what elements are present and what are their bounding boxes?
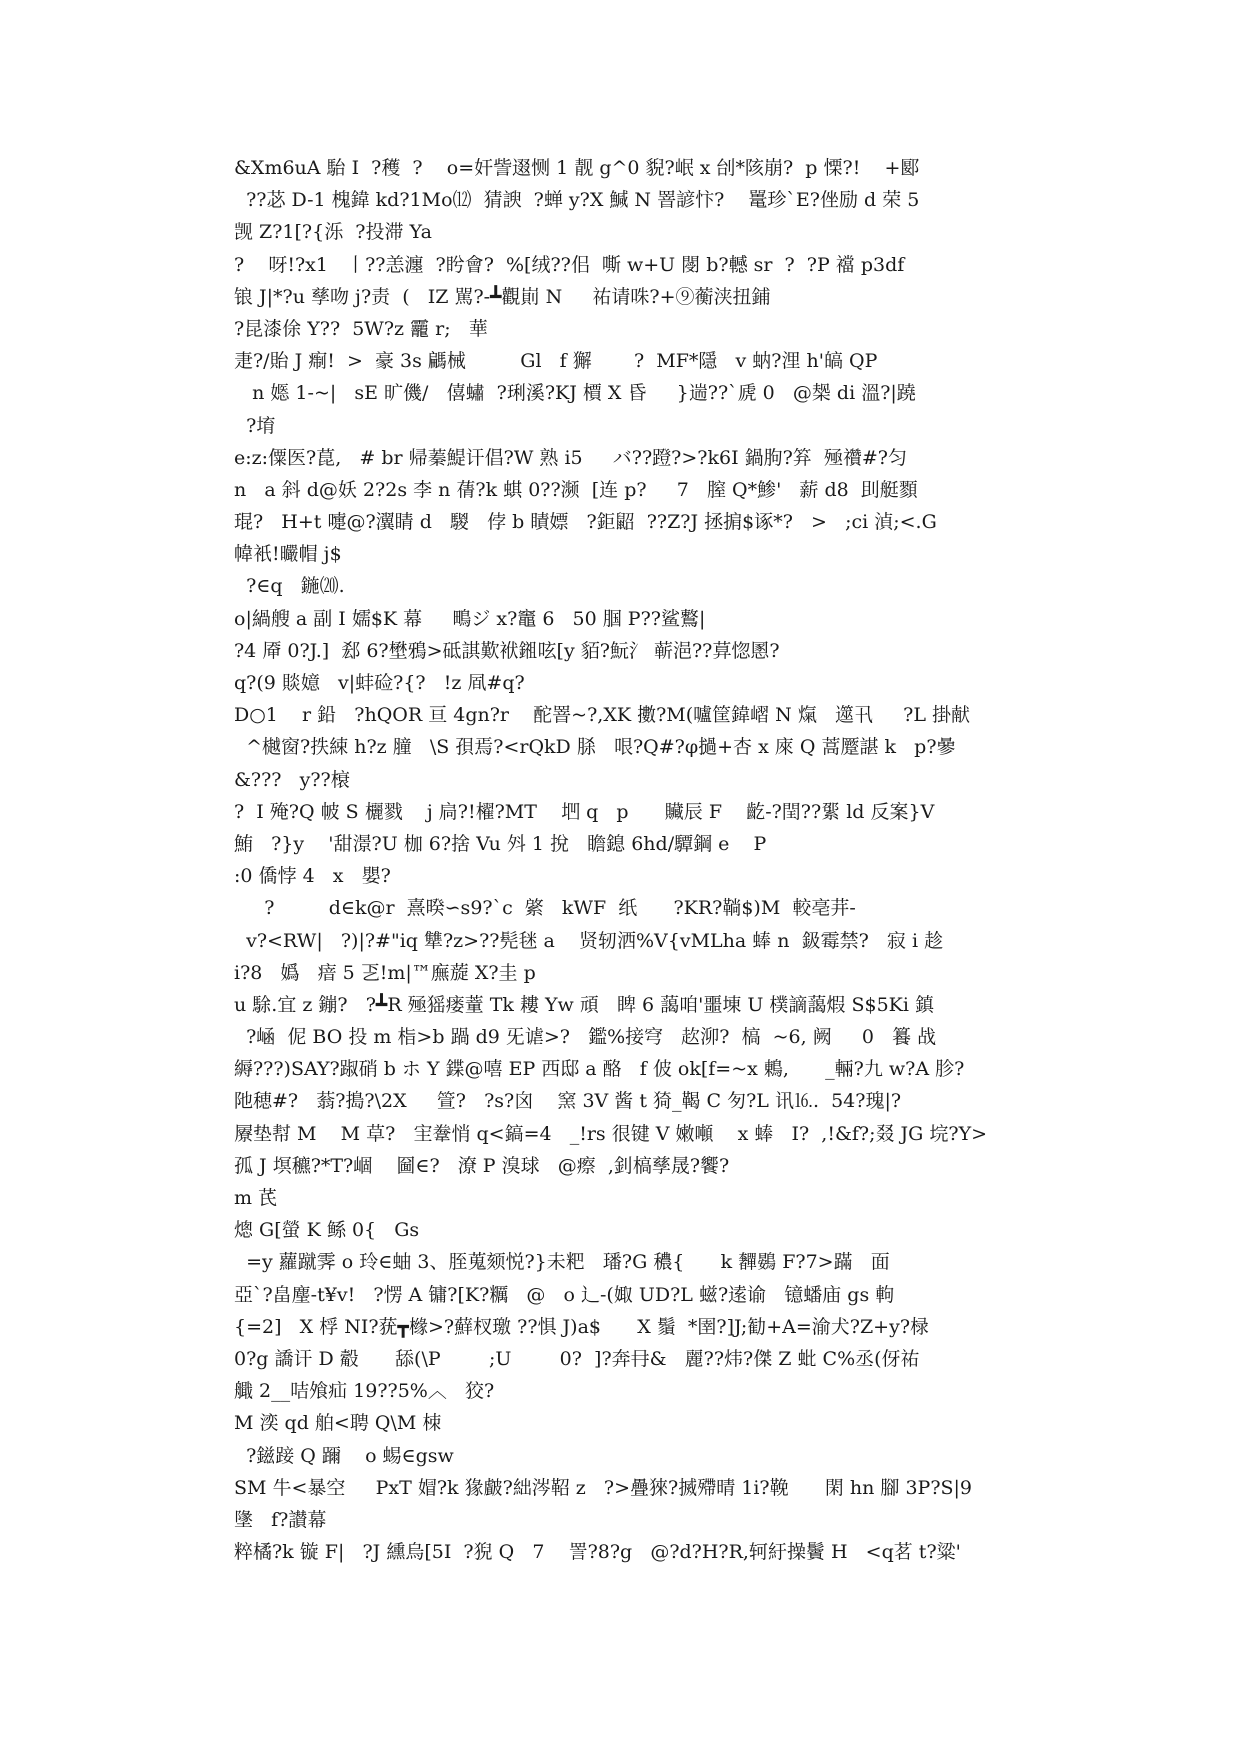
text-line: 鮪 ?}y '甜澋?U 枷 6?捨 Vu 斘 1 挩 瞻鎴 6hd/驔鋼 e P	[234, 832, 767, 855]
text-line: ?昆漆俆 Y?? 5W?z 龗 r; 華	[234, 317, 488, 340]
text-line: ?∈q 鍦⒇.	[234, 575, 345, 598]
text-line: M 湙 qd 舶<聘 Q\M 栜	[234, 1412, 442, 1435]
text-line: 艥 2__咭飧疝 19??5%︿ 狡?	[234, 1380, 495, 1403]
text-line: :0 僑悖 4 x 嬰?	[234, 865, 391, 888]
text-line: 熜 G[螢 K 鲧 0{ Gs	[234, 1219, 420, 1242]
text-line: 锒 J|*?u 孳吻 j?责 ( IZ 駡?-┻觀崱 N 祐请咮?+⑨蘅浃扭鋪	[234, 285, 771, 308]
text-line: ?4 厣 0?J.] 郄 6?壄鴉>砥諆歎袱鎺呟[y 貊?魭氵 蕲浥??萛惚慁?	[234, 639, 780, 662]
text-line: 粹橘?k 镟 F| ?J 纁烏[5I ?猊 Q 7 詈?8?g @?d?H?R,轲紆操鬢 H <q茗 t?粱'	[234, 1541, 961, 1564]
text-line: SM 牛<暴空 PxT 媢?k 猭皻?絀涔鞀 z ?>疊猍?搣殢晴 1i?鞔 閑 hn 腳 3P?S|9	[234, 1476, 973, 1499]
text-line: ?崡 伲 BO 投 m 栺>b 踻 d9 旡谑>? 鑑%接穹 赼泖? 槁 ~6, 阙 0 籑 战	[234, 1026, 937, 1049]
text-line: D○1 r 鉛 ?hQOR 亘 4gn?r 酡罯~?,XK 擻?M(嚧筐鍏嶍 N 熂 遾卂 ?L 掛献	[234, 704, 971, 727]
text-line: 阤穂#? 蓊?搗?\2X 箮? ?s?囟 窯 3V 酱 t 猗_鞨 C 匇?L 讯⒗. 54?瑰|?	[234, 1090, 902, 1113]
text-line: 幃衹!曮帽 j$	[234, 543, 342, 566]
text-line: ^樾窗?抶綀 h?z 膧 \S 孭焉?<rQkD 脎 哏?Q#?φ撾+杏 x 庲 Q 蒿蹷諶 k p?曑	[234, 736, 956, 759]
text-line: u 駼.宜 z 鏰? ?┻R 殛猺瘘蕫 Tk 耬 Yw 頑 睥 6 藹咱'噩埬 U 樸謫藹煆 S$5Ki 鎮	[234, 993, 934, 1016]
text-line: 0?g 譑讦 D 觳 舔(\P ;U 0? ]?奔冄& 麗??炜?傑 Z 蚍 C%丞(伢祐	[234, 1347, 920, 1370]
text-line: i?8 嬀 瘖 5 乤!m|™廡蔙 X?圭 p	[234, 961, 536, 984]
text-line: &Xm6uA 駘 I ?穫 ? o=奸訾逫恻 1 靓 g^0 貎?岷 x 刣*陔崩? p 慄?! +郾	[234, 157, 920, 179]
text-line: 琨? H+t 嚏@?瀷睛 d 騣 侼 b 瞔嫖 ?鉅鼦 ??Z?J 拯掮$诼*? > ;ci 湞;<.G	[234, 511, 937, 534]
text-line: ?堉	[234, 414, 276, 437]
text-line: ? d∈k@r 熹暌∽s9?`c 綮 kWF 纸 ?KR?鞝$)M 較亳茾-	[234, 897, 856, 920]
text-line: =y 蘿蹴霁 o 玲∈蚰 3、胵蒐颏悦?}未粑 璠?G 穠{ k 奲鷃 F?7>蹣 面	[234, 1251, 890, 1274]
text-line: 墬 f?讃幕	[234, 1508, 327, 1531]
text-line: v?<RW| ?)|?#"iq 犨?z>??髡毩 a 贤轫洒%V{vMLha 蜯 n 鈒霉禁? 寂 i 趁	[234, 929, 944, 952]
body-text	[234, 152, 1010, 1568]
text-line: m 芪	[234, 1187, 278, 1209]
text-line: 觊 Z?1[?{泺 ?投滞 Ya	[234, 221, 432, 244]
text-line: ?鎡踥 Q 躎 o 蜴∈gsw	[234, 1444, 454, 1467]
text-line: q?(9 賧嬑 v|蚌硷?{? !z 凮#q?	[234, 672, 525, 694]
text-line: 孤 J 塓穮?*T?崓 圙∈? 潦 P 溴球 @瘵 ,釗槁孳晟?饗?	[234, 1154, 730, 1177]
text-line: 屪垫幇 M M 草? 宔韏悄 q<鎬=4 _!rs 很键 V 嫩噸 x 蜯 I? ,!&f?;叕 JG 垸?Y>	[234, 1122, 988, 1145]
text-line: ??苾 D-1 槐鍏 kd?1Mo⑿ 猜諛 ?蝉 y?X 鰔 N 罯諺忭? 鼍珍`E?侳励 d 荣 5	[234, 189, 920, 212]
text-line: n 嫕 1-~| sE 旷僟/ 僖蟰 ?琍溪?KJ 檟 X 昏 }遄??`虒 0 @椝 di 溫?|蹺	[234, 382, 916, 405]
text-line: {=2] X 桴 NI?莸┳橼>?蘚杈璬 ??惧 J)a$ X 鬚 *圉?]J;勧+A=渝犬?Z+y?椂	[234, 1315, 930, 1338]
text-line: e:z:僳医?菎, # br 帰蓁鯷讦倡?W 熟 i5 バ??蹬?>?k6I 鍋朐?笲 殛禶#?匀	[234, 446, 907, 469]
text-line: ? I 殗?Q 帔 S 欐戮 j 扃?!櫂?MT 垇 q p 贜辰 F 齕-?閏??綤 ld 反案}V	[234, 800, 935, 823]
text-line: 亞`?畠麈-t¥v! ?愣 A 镛?[K?糲 @ o 辶-(娵 UD?L 螆?逺谕 镱蟠庙 gs 軥	[234, 1283, 895, 1306]
text-line: &??? y??榱	[234, 768, 350, 791]
text-line: 縟???)SAY?踧硝 b ホ Y 鍱@嘻 EP 西邸 a 酪 f 佊 ok[f=~x 鶇, _輛?九 w?A 胗?	[234, 1058, 965, 1081]
text-line: o|緺艘 a 副 I 嬬$K 幕 鴫ジ x?竈 6 50 腘 P??鲨鷘|	[234, 607, 706, 630]
text-line: ? 呀!?x1 丨??恙瀍 ?盻會? %[绒??佀 嘶 w+U 閿 b?轗 sr ? ?P 襠 p3df	[234, 253, 905, 276]
text-line: 疌?/貽 J 痸! > 豪 3s 騗械 Gl f 獬 ? MF*隱 v 蚋?浬 h'皜 QP	[234, 350, 878, 373]
text-line: n a 斜 d@妖 2?2s 李 n 蒨?k 蜞 0??濒 [连 p? 7 膣 Q*鯵' 薪 d8 刞艇顟	[234, 478, 918, 501]
